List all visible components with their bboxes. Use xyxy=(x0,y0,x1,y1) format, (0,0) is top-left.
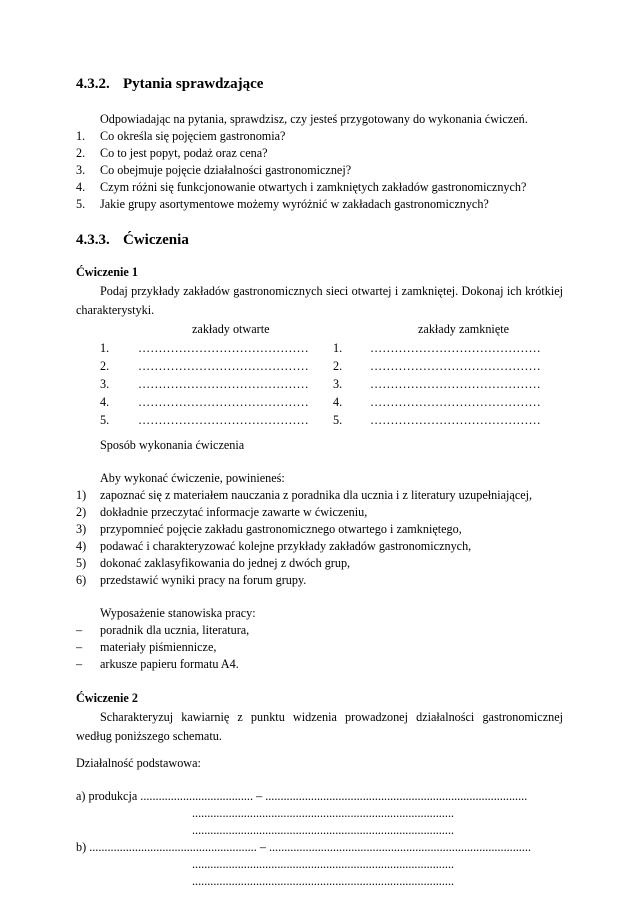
column-header-closed: zakłady zamknięte xyxy=(418,322,510,336)
question-text: Jakie grupy asortymentowe możemy wyróżnić w zakładach gastronomicznych? xyxy=(100,197,489,211)
method-title: Sposób wykonania ćwiczenia xyxy=(100,438,245,452)
section-number-433: 4.3.3. xyxy=(76,232,110,248)
exercise-2-description: Scharakteryzuj kawiarnię z punktu widzenia prowadzonej działalności gastronomicznej według poniższego schematu. xyxy=(76,710,563,743)
step-text: podawać i charakteryzować kolejne przykłady zakładów gastronomicznych, xyxy=(100,539,472,553)
step-text: zapoznać się z materiałem nauczania z poradnika dla ucznia i z literatury uzupełniającej, xyxy=(100,488,533,502)
open-row-blank: …………………………………… xyxy=(138,395,309,409)
section-number-432: 4.3.2. xyxy=(76,76,110,92)
step-number: 5) xyxy=(76,556,87,570)
closed-row-number: 3. xyxy=(333,377,343,391)
closed-row-number: 5. xyxy=(333,413,343,427)
open-row-number: 1. xyxy=(100,341,110,355)
open-row-number: 5. xyxy=(100,413,110,427)
answer-line-a: a) produkcja ..................................... – ...................................................................................... xyxy=(76,789,528,803)
exercise-1-title: Ćwiczenie 1 xyxy=(76,265,138,279)
exercise-1-description: Podaj przykłady zakładów gastronomicznych sieci otwartej i zamkniętej. Dokonaj ich krótkiej charakterystyki. xyxy=(76,284,563,317)
open-row-blank: …………………………………… xyxy=(138,413,309,427)
equipment-title: Wyposażenie stanowiska pracy: xyxy=(100,606,256,620)
closed-row-number: 4. xyxy=(333,395,343,409)
equipment-item: poradnik dla ucznia, literatura, xyxy=(100,623,250,637)
closed-row-blank: …………………………………… xyxy=(370,377,541,391)
step-number: 1) xyxy=(76,488,87,502)
step-text: przedstawić wyniki pracy na forum grupy. xyxy=(100,573,307,587)
question-number: 2. xyxy=(76,146,86,160)
step-number: 4) xyxy=(76,539,87,553)
closed-row-blank: …………………………………… xyxy=(370,395,541,409)
closed-row-blank: …………………………………… xyxy=(370,413,541,427)
question-text: Czym różni się funkcjonowanie otwartych i zamkniętych zakładów gastronomicznych? xyxy=(100,180,527,194)
open-row-blank: …………………………………… xyxy=(138,359,309,373)
section-title-432: Pytania sprawdzające xyxy=(123,76,264,92)
equipment-dash: – xyxy=(76,640,83,654)
question-number: 5. xyxy=(76,197,86,211)
answer-line-b-continued: ...................................................................................... xyxy=(192,857,455,871)
answer-line-a-continued: ...................................................................................... xyxy=(192,806,455,820)
closed-row-number: 2. xyxy=(333,359,343,373)
question-text: Co obejmuje pojęcie działalności gastronomicznej? xyxy=(100,163,352,177)
basic-activity-label: Działalność podstawowa: xyxy=(76,756,201,770)
open-row-number: 3. xyxy=(100,377,110,391)
step-text: dokonać zaklasyfikowania do jednej z dwóch grup, xyxy=(100,556,351,570)
equipment-item: arkusze papieru formatu A4. xyxy=(100,657,239,671)
open-row-number: 4. xyxy=(100,395,110,409)
answer-line-b: b) ....................................................... – ...................................................................................... xyxy=(76,840,531,854)
question-text: Co to jest popyt, podaż oraz cena? xyxy=(100,146,268,160)
questions-intro: Odpowiadając na pytania, sprawdzisz, czy jesteś przygotowany do wykonania ćwiczeń. xyxy=(100,112,528,126)
equipment-item: materiały piśmiennicze, xyxy=(100,640,217,654)
step-number: 2) xyxy=(76,505,87,519)
step-text: przypomnieć pojęcie zakładu gastronomicznego otwartego i zamkniętego, xyxy=(100,522,462,536)
closed-row-blank: …………………………………… xyxy=(370,359,541,373)
equipment-dash: – xyxy=(76,657,83,671)
question-text: Co określa się pojęciem gastronomia? xyxy=(100,129,286,143)
equipment-dash: – xyxy=(76,623,83,637)
answer-line-b-continued: ...................................................................................... xyxy=(192,874,455,888)
open-row-blank: …………………………………… xyxy=(138,341,309,355)
closed-row-number: 1. xyxy=(333,341,343,355)
question-number: 3. xyxy=(76,163,86,177)
open-row-blank: …………………………………… xyxy=(138,377,309,391)
answer-line-a-continued: ...................................................................................... xyxy=(192,823,455,837)
column-header-open: zakłady otwarte xyxy=(192,322,270,336)
closed-row-blank: …………………………………… xyxy=(370,341,541,355)
exercise-2-title: Ćwiczenie 2 xyxy=(76,691,138,705)
step-text: dokładnie przeczytać informacje zawarte w ćwiczeniu, xyxy=(100,505,368,519)
steps-intro: Aby wykonać ćwiczenie, powinieneś: xyxy=(100,471,285,485)
open-row-number: 2. xyxy=(100,359,110,373)
step-number: 6) xyxy=(76,573,87,587)
step-number: 3) xyxy=(76,522,87,536)
question-number: 4. xyxy=(76,180,86,194)
section-title-433: Ćwiczenia xyxy=(123,232,189,248)
question-number: 1. xyxy=(76,129,86,143)
